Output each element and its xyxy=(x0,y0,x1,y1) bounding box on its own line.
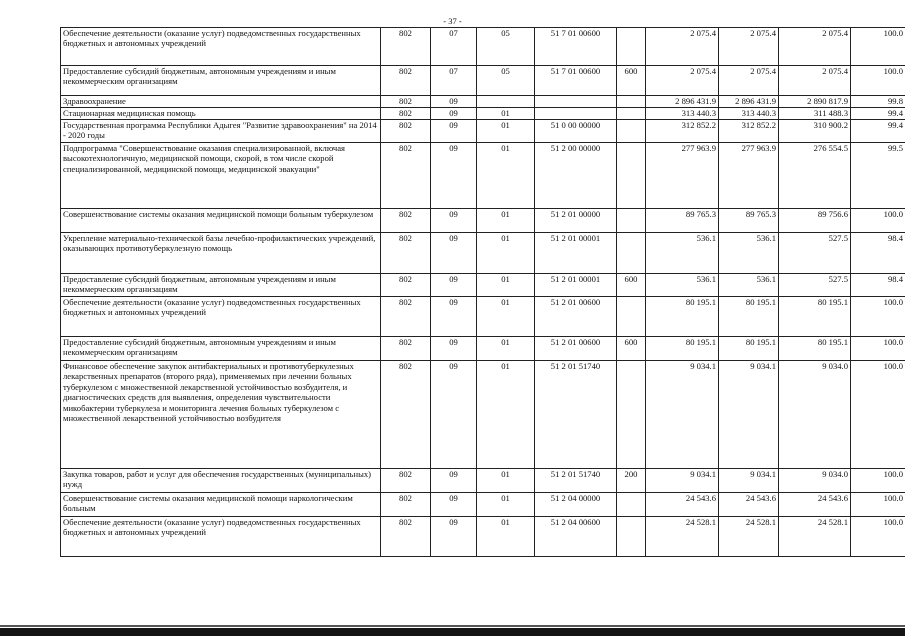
subsection-code-cell: 01 xyxy=(477,361,535,469)
row-name-cell: Стационарная медицинская помощь xyxy=(61,108,381,120)
refined-amount-cell: 80 195.1 xyxy=(719,337,779,361)
target-article-cell: 51 2 04 00600 xyxy=(535,517,617,557)
execution-percent-cell: 100.0 xyxy=(851,469,905,493)
refined-amount-cell: 2 075.4 xyxy=(719,28,779,66)
table-row xyxy=(61,233,905,274)
refined-amount-cell: 277 963.9 xyxy=(719,143,779,209)
ministry-code-cell: 802 xyxy=(381,361,431,469)
execution-percent-cell: 100.0 xyxy=(851,517,905,557)
expense-type-cell xyxy=(617,517,646,557)
refined-amount-cell: 536.1 xyxy=(719,274,779,297)
ministry-code-cell: 802 xyxy=(381,96,431,108)
expense-type-cell xyxy=(617,28,646,66)
row-name-cell: Обеспечение деятельности (оказание услуг) подведомственных государственных бюджетных и автономных учреждений xyxy=(61,517,381,557)
ministry-code-cell: 802 xyxy=(381,297,431,337)
ministry-code-cell: 802 xyxy=(381,120,431,143)
subsection-code-cell xyxy=(477,96,535,108)
row-name-cell: Предоставление субсидий бюджетным, автономным учреждениям и иным некоммерческим организациям xyxy=(61,66,381,96)
execution-percent-cell: 98.4 xyxy=(851,274,905,297)
executed-amount-cell: 9 034.0 xyxy=(779,469,851,493)
expense-type-cell xyxy=(617,297,646,337)
ministry-code-cell: 802 xyxy=(381,469,431,493)
executed-amount-cell: 310 900.2 xyxy=(779,120,851,143)
row-name-cell: Подпрограмма "Совершенствование оказания специализированной, включая высокотехнологичную, медицинской помощи, скорой, в том числе скорой специализированной, медицинской помощи, медицинской эвакуации" xyxy=(61,143,381,209)
target-article-cell: 51 2 01 00001 xyxy=(535,274,617,297)
ministry-code-cell: 802 xyxy=(381,209,431,233)
execution-percent-cell: 100.0 xyxy=(851,209,905,233)
approved-amount-cell: 89 765.3 xyxy=(646,209,719,233)
footer-divider xyxy=(0,625,905,627)
ministry-code-cell: 802 xyxy=(381,108,431,120)
table-row xyxy=(61,96,905,108)
section-code-cell: 09 xyxy=(431,108,477,120)
row-name-cell: Обеспечение деятельности (оказание услуг) подведомственных государственных бюджетных и автономных учреждений xyxy=(61,297,381,337)
table-row xyxy=(61,209,905,233)
subsection-code-cell: 01 xyxy=(477,108,535,120)
approved-amount-cell: 24 528.1 xyxy=(646,517,719,557)
executed-amount-cell: 24 528.1 xyxy=(779,517,851,557)
execution-percent-cell: 100.0 xyxy=(851,66,905,96)
executed-amount-cell: 80 195.1 xyxy=(779,337,851,361)
refined-amount-cell: 24 543.6 xyxy=(719,493,779,517)
execution-percent-cell: 99.4 xyxy=(851,108,905,120)
executed-amount-cell: 2 075.4 xyxy=(779,28,851,66)
executed-amount-cell: 80 195.1 xyxy=(779,297,851,337)
target-article-cell: 51 2 01 00600 xyxy=(535,337,617,361)
executed-amount-cell: 527.5 xyxy=(779,274,851,297)
expense-type-cell: 600 xyxy=(617,274,646,297)
ministry-code-cell: 802 xyxy=(381,274,431,297)
approved-amount-cell: 9 034.1 xyxy=(646,361,719,469)
subsection-code-cell: 01 xyxy=(477,337,535,361)
target-article-cell: 51 2 01 00001 xyxy=(535,233,617,274)
section-code-cell: 09 xyxy=(431,209,477,233)
target-article-cell: 51 2 01 51740 xyxy=(535,469,617,493)
subsection-code-cell: 05 xyxy=(477,66,535,96)
subsection-code-cell: 01 xyxy=(477,469,535,493)
table-row xyxy=(61,274,905,297)
refined-amount-cell: 80 195.1 xyxy=(719,297,779,337)
row-name-cell: Закупка товаров, работ и услуг для обеспечения государственных (муниципальных) нужд xyxy=(61,469,381,493)
approved-amount-cell: 80 195.1 xyxy=(646,297,719,337)
expense-type-cell xyxy=(617,143,646,209)
footer-bar xyxy=(0,628,905,636)
expense-type-cell xyxy=(617,96,646,108)
refined-amount-cell: 9 034.1 xyxy=(719,361,779,469)
section-code-cell: 09 xyxy=(431,517,477,557)
section-code-cell: 09 xyxy=(431,493,477,517)
approved-amount-cell: 80 195.1 xyxy=(646,337,719,361)
expense-type-cell: 200 xyxy=(617,469,646,493)
execution-percent-cell: 100.0 xyxy=(851,337,905,361)
approved-amount-cell: 536.1 xyxy=(646,274,719,297)
row-name-cell: Обеспечение деятельности (оказание услуг) подведомственных государственных бюджетных и автономных учреждений xyxy=(61,28,381,66)
ministry-code-cell: 802 xyxy=(381,517,431,557)
expense-type-cell xyxy=(617,361,646,469)
ministry-code-cell: 802 xyxy=(381,493,431,517)
subsection-code-cell: 05 xyxy=(477,28,535,66)
target-article-cell: 51 2 00 00000 xyxy=(535,143,617,209)
budget-table xyxy=(60,27,905,557)
section-code-cell: 09 xyxy=(431,469,477,493)
table-row xyxy=(61,297,905,337)
section-code-cell: 07 xyxy=(431,28,477,66)
refined-amount-cell: 536.1 xyxy=(719,233,779,274)
row-name-cell: Здравоохранение xyxy=(61,96,381,108)
section-code-cell: 07 xyxy=(431,66,477,96)
subsection-code-cell: 01 xyxy=(477,209,535,233)
approved-amount-cell: 313 440.3 xyxy=(646,108,719,120)
execution-percent-cell: 100.0 xyxy=(851,361,905,469)
expense-type-cell xyxy=(617,233,646,274)
approved-amount-cell: 24 543.6 xyxy=(646,493,719,517)
table-row xyxy=(61,469,905,493)
row-name-cell: Предоставление субсидий бюджетным, автономным учреждениям и иным некоммерческим организациям xyxy=(61,274,381,297)
subsection-code-cell: 01 xyxy=(477,233,535,274)
target-article-cell xyxy=(535,108,617,120)
refined-amount-cell: 2 896 431.9 xyxy=(719,96,779,108)
table-body xyxy=(61,28,905,557)
executed-amount-cell: 9 034.0 xyxy=(779,361,851,469)
refined-amount-cell: 89 765.3 xyxy=(719,209,779,233)
approved-amount-cell: 2 075.4 xyxy=(646,66,719,96)
row-name-cell: Укрепление материально-технической базы лечебно-профилактических учреждений, оказывающих противотуберкулезную помощь xyxy=(61,233,381,274)
expense-type-cell xyxy=(617,493,646,517)
section-code-cell: 09 xyxy=(431,337,477,361)
approved-amount-cell: 9 034.1 xyxy=(646,469,719,493)
expense-type-cell xyxy=(617,120,646,143)
approved-amount-cell: 2 075.4 xyxy=(646,28,719,66)
table-row xyxy=(61,143,905,209)
approved-amount-cell: 277 963.9 xyxy=(646,143,719,209)
execution-percent-cell: 100.0 xyxy=(851,493,905,517)
subsection-code-cell: 01 xyxy=(477,297,535,337)
target-article-cell: 51 2 01 00000 xyxy=(535,209,617,233)
table-row xyxy=(61,28,905,66)
executed-amount-cell: 89 756.6 xyxy=(779,209,851,233)
section-code-cell: 09 xyxy=(431,143,477,209)
refined-amount-cell: 2 075.4 xyxy=(719,66,779,96)
table-row xyxy=(61,108,905,120)
row-name-cell: Финансовое обеспечение закупок антибактериальных и противотуберкулезных лекарственных препаратов (второго ряда), применяемых при лечении больных туберкулезом с множественной лекарственной устойчивостью возбудителя, и диагностических средств для выявления, определения чувствительности микобактерии туберкулеза и мониторинга лечения больных туберкулезом с множественной лекарственной устойчивостью возбудителя xyxy=(61,361,381,469)
ministry-code-cell: 802 xyxy=(381,143,431,209)
target-article-cell xyxy=(535,96,617,108)
table-row xyxy=(61,517,905,557)
expense-type-cell: 600 xyxy=(617,337,646,361)
row-name-cell: Совершенствование системы оказания медицинской помощи наркологическим больным xyxy=(61,493,381,517)
executed-amount-cell: 527.5 xyxy=(779,233,851,274)
subsection-code-cell: 01 xyxy=(477,493,535,517)
ministry-code-cell: 802 xyxy=(381,233,431,274)
target-article-cell: 51 7 01 00600 xyxy=(535,28,617,66)
approved-amount-cell: 536.1 xyxy=(646,233,719,274)
target-article-cell: 51 0 00 00000 xyxy=(535,120,617,143)
executed-amount-cell: 24 543.6 xyxy=(779,493,851,517)
executed-amount-cell: 2 890 817.9 xyxy=(779,96,851,108)
subsection-code-cell: 01 xyxy=(477,517,535,557)
execution-percent-cell: 100.0 xyxy=(851,297,905,337)
execution-percent-cell: 99.8 xyxy=(851,96,905,108)
execution-percent-cell: 98.4 xyxy=(851,233,905,274)
execution-percent-cell: 100.0 xyxy=(851,28,905,66)
section-code-cell: 09 xyxy=(431,120,477,143)
approved-amount-cell: 312 852.2 xyxy=(646,120,719,143)
section-code-cell: 09 xyxy=(431,274,477,297)
table-row xyxy=(61,493,905,517)
expense-type-cell: 600 xyxy=(617,66,646,96)
executed-amount-cell: 2 075.4 xyxy=(779,66,851,96)
row-name-cell: Совершенствование системы оказания медицинской помощи больным туберкулезом xyxy=(61,209,381,233)
executed-amount-cell: 276 554.5 xyxy=(779,143,851,209)
ministry-code-cell: 802 xyxy=(381,66,431,96)
target-article-cell: 51 2 04 00000 xyxy=(535,493,617,517)
section-code-cell: 09 xyxy=(431,96,477,108)
refined-amount-cell: 313 440.3 xyxy=(719,108,779,120)
ministry-code-cell: 802 xyxy=(381,28,431,66)
target-article-cell: 51 2 01 00600 xyxy=(535,297,617,337)
table-row xyxy=(61,337,905,361)
execution-percent-cell: 99.5 xyxy=(851,143,905,209)
page-number: - 37 - xyxy=(443,16,462,26)
ministry-code-cell: 802 xyxy=(381,337,431,361)
target-article-cell: 51 2 01 51740 xyxy=(535,361,617,469)
expense-type-cell xyxy=(617,108,646,120)
row-name-cell: Предоставление субсидий бюджетным, автономным учреждениям и иным некоммерческим организациям xyxy=(61,337,381,361)
subsection-code-cell: 01 xyxy=(477,274,535,297)
section-code-cell: 09 xyxy=(431,233,477,274)
executed-amount-cell: 311 488.3 xyxy=(779,108,851,120)
table-row xyxy=(61,66,905,96)
expense-type-cell xyxy=(617,209,646,233)
subsection-code-cell: 01 xyxy=(477,120,535,143)
approved-amount-cell: 2 896 431.9 xyxy=(646,96,719,108)
subsection-code-cell: 01 xyxy=(477,143,535,209)
refined-amount-cell: 312 852.2 xyxy=(719,120,779,143)
table-row xyxy=(61,361,905,469)
target-article-cell: 51 7 01 00600 xyxy=(535,66,617,96)
refined-amount-cell: 24 528.1 xyxy=(719,517,779,557)
table-row xyxy=(61,120,905,143)
row-name-cell: Государственная программа Республики Адыгея "Развитие здравоохранения" на 2014 - 2020 годы xyxy=(61,120,381,143)
section-code-cell: 09 xyxy=(431,361,477,469)
refined-amount-cell: 9 034.1 xyxy=(719,469,779,493)
execution-percent-cell: 99.4 xyxy=(851,120,905,143)
section-code-cell: 09 xyxy=(431,297,477,337)
